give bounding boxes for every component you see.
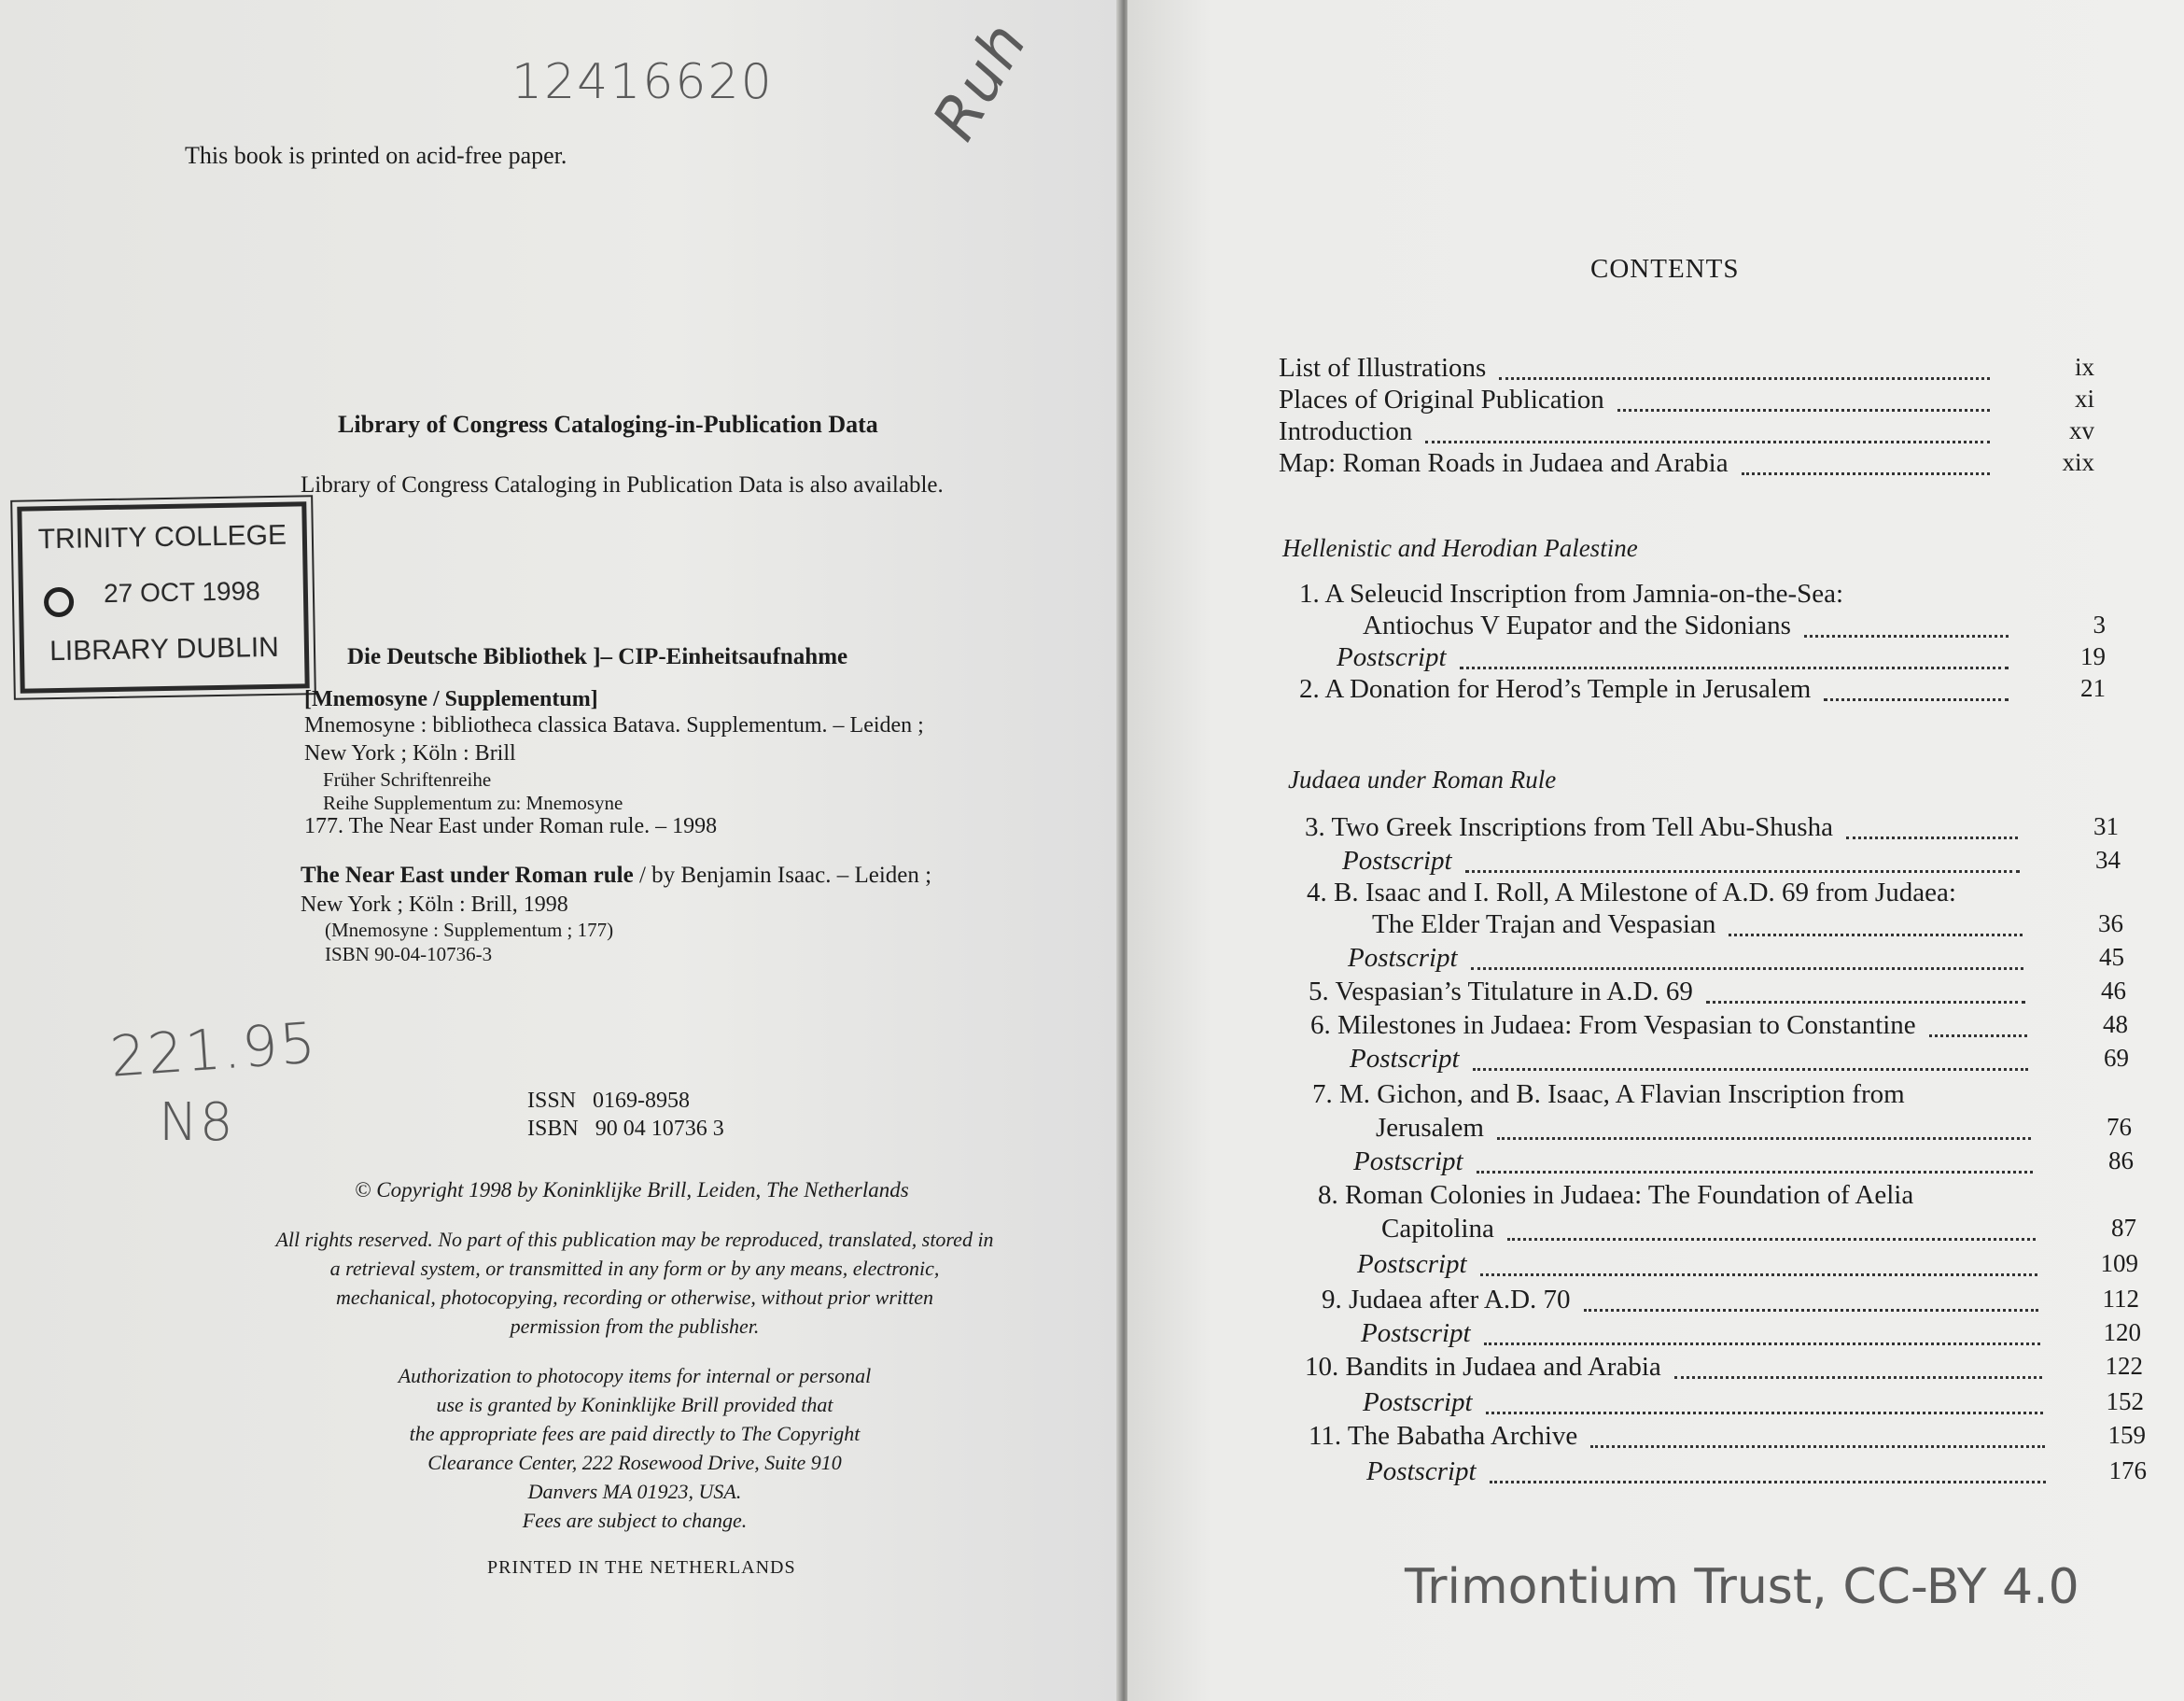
- toc-leader-dots: [1484, 1343, 2040, 1345]
- entry-line-1: New York ; Köln : Brill, 1998: [301, 893, 568, 917]
- toc-entry-label: Postscript: [1357, 1249, 1467, 1279]
- toc-row: [1127, 977, 2184, 1010]
- toc-entry-page: 3: [2093, 611, 2106, 639]
- toc-entry-page: 159: [2107, 1421, 2146, 1449]
- stamp-date: 27 OCT 1998: [103, 576, 260, 609]
- toc-leader-dots: [1471, 967, 2023, 970]
- toc-entry-page: 45: [2099, 943, 2124, 971]
- rights-line: mechanical, photocopying, recording or otherwise, without prior written: [336, 1286, 933, 1309]
- handwritten-shelf-mark-1: 221.95: [107, 1010, 320, 1090]
- toc-entry-label: Postscript: [1366, 1456, 1477, 1486]
- toc-entry-page: xi: [2074, 385, 2094, 413]
- handwritten-accession-number: 12416620: [511, 54, 774, 110]
- authorization-line: use is granted by Koninklijke Brill provided that: [436, 1393, 833, 1416]
- toc-leader-dots: [1706, 1001, 2025, 1004]
- toc-entry-page: 112: [2102, 1285, 2139, 1313]
- toc-leader-dots: [1507, 1238, 2036, 1241]
- toc-entry-page: xv: [2069, 416, 2094, 444]
- toc-row: [1127, 642, 2184, 676]
- toc-leader-dots: [1486, 1412, 2043, 1414]
- toc-leader-dots: [1480, 1273, 2037, 1276]
- loc-note: Library of Congress Cataloging in Publication Data is also available.: [301, 472, 944, 498]
- rights-line: All rights reserved. No part of this publication may be reproduced, translated, stored in: [275, 1228, 994, 1251]
- contents-heading: CONTENTS: [1590, 254, 1740, 284]
- authorization-line: Authorization to photocopy items for internal or personal: [398, 1364, 872, 1387]
- toc-entry-label: Postscript: [1353, 1146, 1463, 1176]
- toc-leader-dots: [1590, 1445, 2045, 1448]
- toc-entry-page: 19: [2080, 642, 2106, 670]
- toc-entry-label: 1. A Seleucid Inscription from Jamnia-on-the-Sea:: [1299, 579, 1844, 609]
- toc-leader-dots: [1674, 1376, 2042, 1379]
- rights-notice: [252, 1225, 1017, 1341]
- license-watermark: Trimontium Trust, CC-BY 4.0: [1405, 1559, 2079, 1615]
- toc-row: [1127, 1079, 2184, 1113]
- loc-heading: Library of Congress Cataloging-in-Publication Data: [338, 411, 878, 438]
- toc-entry-page: 69: [2104, 1044, 2129, 1072]
- cip-line-5: Reihe Supplementum zu: Mnemosyne: [323, 792, 623, 814]
- toc-entry-label: Postscript: [1342, 846, 1452, 876]
- toc-entry-page: 120: [2103, 1318, 2141, 1346]
- toc-entry-page: 36: [2098, 909, 2123, 937]
- toc-entry-page: xix: [2062, 448, 2094, 476]
- toc-entry-label: 11. The Babatha Archive: [1309, 1421, 1578, 1451]
- toc-leader-dots: [1729, 934, 2023, 936]
- entry-line-2: (Mnemosyne : Supplementum ; 177): [325, 919, 614, 941]
- toc-leader-dots: [1465, 870, 2020, 873]
- acid-free-note: This book is printed on acid-free paper.: [185, 142, 567, 169]
- toc-entry-label: The Elder Trajan and Vespasian: [1372, 909, 1716, 939]
- toc-entry-label: Places of Original Publication: [1279, 385, 1604, 415]
- toc-leader-dots: [1846, 836, 2018, 839]
- toc-entry-label: 8. Roman Colonies in Judaea: The Foundation of Aelia: [1318, 1180, 1914, 1210]
- issn-label: ISSN: [527, 1089, 577, 1113]
- toc-leader-dots: [1742, 472, 1990, 475]
- toc-row: [1127, 1456, 2184, 1490]
- toc-entry-page: 76: [2107, 1113, 2132, 1141]
- toc-leader-dots: [1929, 1034, 2027, 1037]
- cip-heading: Die Deutsche Bibliothek ]– CIP-Einheitsaufnahme: [347, 644, 848, 669]
- toc-leader-dots: [1425, 441, 1990, 443]
- stamp-line-1: TRINITY COLLEGE: [37, 519, 287, 555]
- toc-entry-page: 46: [2101, 977, 2126, 1005]
- toc-row: [1127, 1214, 2184, 1247]
- toc-row: [1127, 416, 2184, 450]
- toc-row: [1127, 674, 2184, 708]
- cip-line-2: Mnemosyne : bibliotheca classica Batava. Supplementum. – Leiden ;: [304, 713, 924, 738]
- toc-entry-label: Postscript: [1350, 1044, 1460, 1074]
- toc-entry-label: Map: Roman Roads in Judaea and Arabia: [1279, 448, 1729, 478]
- toc-entry-page: 34: [2095, 846, 2121, 874]
- toc-leader-dots: [1584, 1309, 2038, 1312]
- entry-author: / by Benjamin Isaac. – Leiden ;: [633, 863, 932, 888]
- stamp-line-3: LIBRARY DUBLIN: [49, 631, 280, 668]
- toc-entry-label: Postscript: [1348, 943, 1458, 973]
- section-title-judaea: Judaea under Roman Rule: [1288, 766, 1557, 794]
- authorization-line: Danvers MA 01923, USA.: [527, 1480, 742, 1503]
- toc-row: [1127, 1010, 2184, 1044]
- toc-entry-label: Jerusalem: [1376, 1113, 1484, 1143]
- rights-line: permission from the publisher.: [510, 1314, 760, 1338]
- cip-line-3: New York ; Köln : Brill: [304, 741, 516, 766]
- toc-row: [1127, 1352, 2184, 1385]
- toc-entry-label: Postscript: [1337, 642, 1447, 672]
- toc-row: [1127, 448, 2184, 482]
- toc-entry-page: 21: [2080, 674, 2106, 702]
- toc-entry-label: Postscript: [1363, 1387, 1473, 1417]
- toc-row: [1127, 1387, 2184, 1421]
- toc-entry-label: 6. Milestones in Judaea: From Vespasian to Constantine: [1310, 1010, 1916, 1040]
- toc-row: [1127, 878, 2184, 911]
- toc-row: [1127, 1146, 2184, 1180]
- authorization-line: Fees are subject to change.: [522, 1509, 748, 1532]
- cip-line-4: Früher Schriftenreihe: [323, 768, 492, 791]
- toc-row: [1127, 1249, 2184, 1283]
- toc-row: [1127, 579, 2184, 612]
- toc-leader-dots: [1460, 667, 2009, 669]
- rights-line: a retrieval system, or transmitted in any form or by any means, electronic,: [329, 1257, 940, 1280]
- authorization-notice: [280, 1361, 989, 1535]
- toc-entry-page: 122: [2105, 1352, 2143, 1380]
- toc-entry-label: Postscript: [1361, 1318, 1471, 1348]
- toc-entry-label: Introduction: [1279, 416, 1413, 446]
- toc-leader-dots: [1824, 698, 2009, 701]
- toc-leader-dots: [1490, 1481, 2046, 1483]
- toc-entry-page: 152: [2106, 1387, 2144, 1415]
- cip-line-6: 177. The Near East under Roman rule. – 1998: [304, 814, 718, 838]
- toc-row: [1127, 353, 2184, 387]
- isbn-value: 90 04 10736 3: [595, 1117, 724, 1141]
- authorization-line: Clearance Center, 222 Rosewood Drive, Suite 910: [427, 1451, 842, 1474]
- printed-in-note: PRINTED IN THE NETHERLANDS: [487, 1557, 796, 1578]
- library-stamp: [17, 501, 309, 693]
- toc-entry-label: 9. Judaea after A.D. 70: [1322, 1285, 1571, 1314]
- issn-value: 0169-8958: [593, 1089, 691, 1113]
- toc-entry-label: Capitolina: [1381, 1214, 1494, 1244]
- toc-leader-dots: [1473, 1068, 2028, 1071]
- isbn-label: ISBN: [527, 1117, 579, 1141]
- toc-leader-dots: [1804, 635, 2009, 638]
- toc-entry-label: Antiochus V Eupator and the Sidonians: [1363, 611, 1791, 640]
- toc-row: [1127, 812, 2184, 846]
- right-page: [1127, 0, 2184, 1701]
- toc-row: [1127, 1421, 2184, 1455]
- toc-row: [1127, 943, 2184, 977]
- copyright-line: © Copyright 1998 by Koninklijke Brill, Leiden, The Netherlands: [355, 1178, 909, 1202]
- toc-entry-page: 176: [2108, 1456, 2147, 1484]
- toc-row: [1127, 611, 2184, 644]
- toc-leader-dots: [1499, 377, 1990, 380]
- toc-entry-label: 5. Vespasian’s Titulature in A.D. 69: [1309, 977, 1693, 1006]
- toc-row: [1127, 1180, 2184, 1214]
- toc-leader-dots: [1497, 1137, 2031, 1140]
- isbn-row: [527, 1117, 724, 1142]
- cip-line-1: [Mnemosyne / Supplementum]: [304, 687, 598, 711]
- toc-row: [1127, 1318, 2184, 1352]
- toc-row: [1127, 909, 2184, 943]
- toc-entry-page: 31: [2093, 812, 2119, 840]
- toc-entry-page: 109: [2100, 1249, 2138, 1277]
- entry-line-3: ISBN 90-04-10736-3: [325, 943, 493, 965]
- toc-entry-label: 7. M. Gichon, and B. Isaac, A Flavian Inscription from: [1312, 1079, 1905, 1109]
- toc-leader-dots: [1617, 409, 1990, 412]
- toc-entry-page: 48: [2103, 1010, 2128, 1038]
- toc-row: [1127, 1285, 2184, 1318]
- toc-entry-label: 3. Two Greek Inscriptions from Tell Abu-Shusha: [1305, 812, 1833, 842]
- toc-row: [1127, 385, 2184, 418]
- toc-leader-dots: [1477, 1171, 2033, 1174]
- toc-entry-label: 10. Bandits in Judaea and Arabia: [1305, 1352, 1661, 1382]
- toc-entry-page: 86: [2108, 1146, 2134, 1174]
- entry-title: The Near East under Roman rule: [301, 863, 634, 888]
- handwritten-shelf-mark-2: N8: [159, 1092, 235, 1153]
- toc-entry-label: 2. A Donation for Herod’s Temple in Jerusalem: [1299, 674, 1812, 704]
- toc-row: [1127, 1044, 2184, 1077]
- toc-entry-page: 87: [2111, 1214, 2136, 1242]
- handwritten-initials: Ruh: [919, 10, 1042, 152]
- toc-entry-page: ix: [2074, 353, 2094, 381]
- toc-row: [1127, 846, 2184, 879]
- catalog-entry: [301, 863, 931, 889]
- toc-entry-label: 4. B. Isaac and I. Roll, A Milestone of A.D. 69 from Judaea:: [1307, 878, 1956, 907]
- authorization-line: the appropriate fees are paid directly to The Copyright: [409, 1422, 861, 1445]
- issn-row: [527, 1089, 690, 1114]
- section-title-hellenistic: Hellenistic and Herodian Palestine: [1282, 534, 1638, 562]
- toc-row: [1127, 1113, 2184, 1146]
- toc-entry-label: List of Illustrations: [1279, 353, 1487, 383]
